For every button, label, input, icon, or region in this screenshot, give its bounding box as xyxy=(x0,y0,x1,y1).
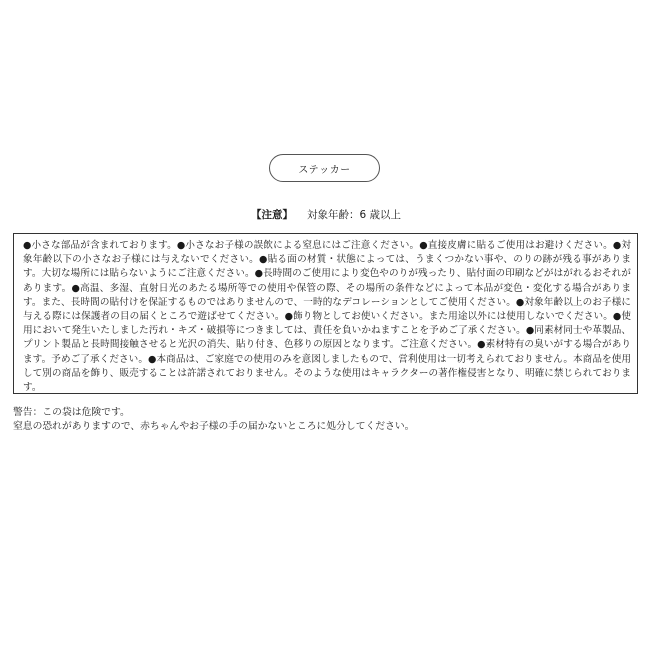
product-type-label xyxy=(269,154,380,182)
notice-box xyxy=(13,233,638,394)
caution-heading: 【注意】 xyxy=(250,209,293,221)
bag-warning xyxy=(13,406,638,434)
product-type-text: ステッカー xyxy=(298,164,351,176)
notice-text: ●小さな部品が含まれております。●小さなお子様の誤飲による窒息にはご注意ください。●直接皮膚に貼るご使用はお避けください。●対象年齢以下の小さなお子様には与えないでください。●貼る面の材質・状態によっては、うまくつかない事や、のりの跡が残る事があります。大切な場所には貼らないようにご注意ください。●長時間のご使用により変色やのりが残ったり、貼付面の印刷などがはがれるおそれがあります。●高温、多湿、直射日光のあたる場所等での使用や保管の際、その場所の条件などによって本品が変色・変化する場合があります。また、長時間の貼付けを保証するものではありませんので、一時的なデコレーションとしてご使用ください。●対象年齢以上のお子様に与える際には保護者の目の届くところで遊ばせてください。●飾り物としてお使いください。また用途以外には使用しないでください。●使用において発生いたしました汚れ・キズ・破損等につきましては、責任を負いかねますことを予めご了承ください。●同素材同士や革製品、プリント製品と長時間接触させると光沢の消失、貼り付き、色移りの原因となります。ご注意ください。●素材特有の臭いがする場合があります。予めご了承ください。●本商品は、ご家庭での使用のみを意図しましたもので、営利使用は一切考えられておりません。本商品を使用して別の商品を飾り、販売することは許諾されておりません。そのような使用はキャラクターの著作権侵害となり、明確に禁じられております。 xyxy=(23,240,631,394)
caution-header xyxy=(0,208,652,222)
target-age: 対象年齢：6 歳以上 xyxy=(306,209,402,221)
warning-line-1: 警告：この袋は危険です。 xyxy=(13,407,130,418)
warning-line-2: 窒息の恐れがありますので、赤ちゃんやお子様の手の届かないところに処分してください。 xyxy=(13,421,415,432)
